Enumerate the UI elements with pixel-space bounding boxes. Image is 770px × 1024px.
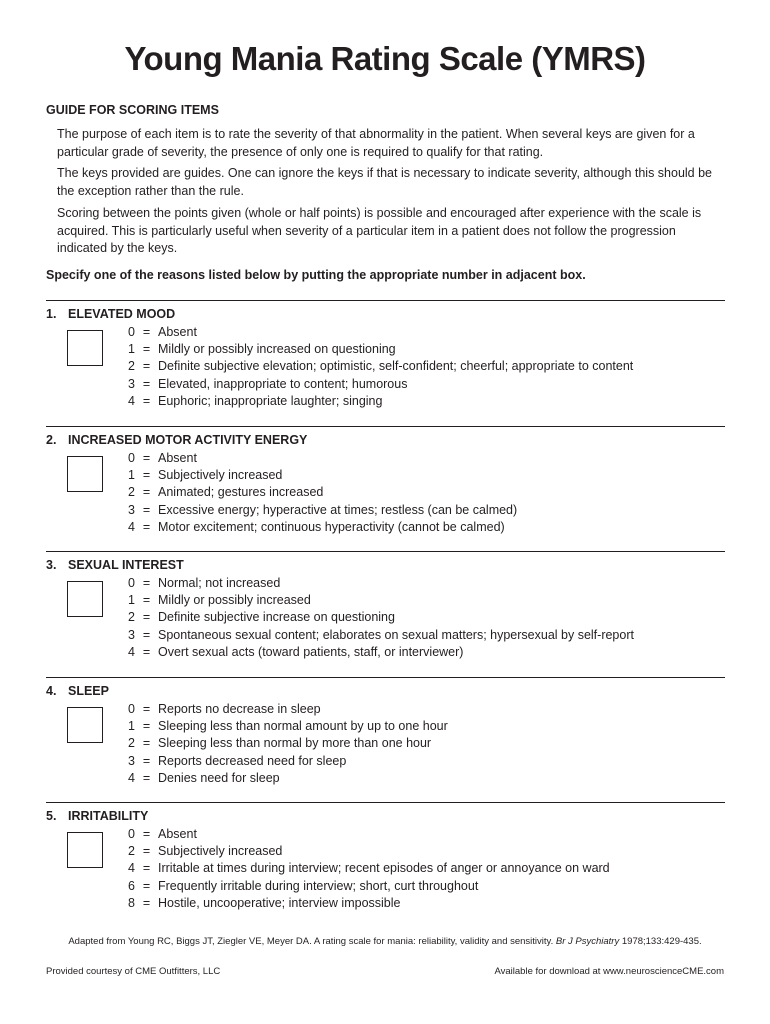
score-box-sleep[interactable] bbox=[67, 707, 103, 743]
option-text: Definite subjective increase on questioning bbox=[158, 610, 395, 625]
citation-journal: Br J Psychiatry bbox=[555, 936, 620, 947]
option-row: 0 = Absent bbox=[125, 450, 517, 467]
option-row: 4 = Overt sexual acts (toward patients, staff, or interviewer) bbox=[125, 644, 634, 661]
item-number: 3. bbox=[46, 558, 57, 572]
option-value: 2 bbox=[128, 485, 135, 500]
option-value: 3 bbox=[128, 376, 135, 391]
option-text: Elevated, inappropriate to content; humorous bbox=[158, 376, 408, 391]
option-text: Irritable at times during interview; recent episodes of anger or annoyance on ward bbox=[158, 861, 610, 876]
item-title-motor-activity bbox=[46, 433, 307, 447]
option-value: 3 bbox=[128, 502, 135, 517]
option-text: Reports no decrease in sleep bbox=[158, 702, 321, 716]
item-title-sexual-interest bbox=[46, 558, 184, 572]
guide-heading: GUIDE FOR SCORING ITEMS bbox=[46, 103, 219, 117]
item-number: 1. bbox=[46, 307, 57, 321]
option-row: 0 = Normal; not increased bbox=[125, 575, 634, 592]
option-text: Overt sexual acts (toward patients, staff, or interviewer) bbox=[158, 644, 464, 659]
option-value: 6 bbox=[128, 878, 135, 893]
option-value: 1 bbox=[128, 468, 135, 483]
option-text: Denies need for sleep bbox=[158, 770, 280, 785]
options-sleep bbox=[125, 701, 448, 787]
section-divider bbox=[46, 300, 725, 301]
option-text: Subjectively increased bbox=[158, 468, 283, 483]
option-row: 2 = Definite subjective elevation; optimistic, self-confident; cheerful; appropriate to content bbox=[125, 358, 633, 375]
section-divider bbox=[46, 426, 725, 427]
option-text: Normal; not increased bbox=[158, 576, 281, 590]
item-title-sleep bbox=[46, 684, 109, 698]
option-value: 2 bbox=[128, 736, 135, 751]
option-row: 6 = Frequently irritable during interview; short, curt throughout bbox=[125, 878, 610, 895]
option-text: Hostile, uncooperative; interview impossible bbox=[158, 895, 401, 910]
option-value: 1 bbox=[128, 342, 135, 357]
option-row: 1 = Sleeping less than normal amount by up to one hour bbox=[125, 718, 448, 735]
guide-paragraph-3: Scoring between the points given (whole or half points) is possible and encouraged after experience with the scale is acquired. This is particularly useful when severity of a particular item in a patient does not follow the progression indicated by the keys. bbox=[57, 206, 702, 255]
option-value: 0 bbox=[128, 576, 135, 590]
option-row: 0 = Absent bbox=[125, 324, 633, 341]
option-text: Subjectively increased bbox=[158, 844, 283, 859]
option-value: 8 bbox=[128, 895, 135, 910]
section-divider bbox=[46, 802, 725, 803]
option-row: 1 = Subjectively increased bbox=[125, 467, 517, 484]
citation-ref: 1978;133:429-435. bbox=[621, 936, 702, 947]
option-value: 4 bbox=[128, 519, 135, 534]
option-row: 3 = Elevated, inappropriate to content; humorous bbox=[125, 376, 633, 393]
option-row: 1 = Mildly or possibly increased on questioning bbox=[125, 341, 633, 358]
option-row: 4 = Motor excitement; continuous hyperactivity (cannot be calmed) bbox=[125, 519, 517, 536]
option-value: 3 bbox=[128, 753, 135, 768]
option-text: Absent bbox=[158, 451, 197, 465]
option-text: Sleeping less than normal by more than one hour bbox=[158, 736, 432, 751]
guide-paragraph-2: The keys provided are guides. One can ignore the keys if that is necessary to indicate severity, although this should be the exception rather than the rule. bbox=[57, 166, 712, 198]
option-row: 3 = Excessive energy; hyperactive at times; restless (can be calmed) bbox=[125, 502, 517, 519]
option-text: Excessive energy; hyperactive at times; restless (can be calmed) bbox=[158, 502, 518, 517]
section-divider bbox=[46, 551, 725, 552]
option-row: 4 = Euphoric; inappropriate laughter; singing bbox=[125, 393, 633, 410]
options-elevated-mood bbox=[125, 324, 633, 410]
instruction-text: Specify one of the reasons listed below by putting the appropriate number in adjacent box. bbox=[46, 268, 586, 282]
item-name: INCREASED MOTOR ACTIVITY ENERGY bbox=[68, 433, 308, 447]
option-value: 2 bbox=[128, 610, 135, 625]
option-value: 3 bbox=[128, 627, 135, 642]
option-value: 0 bbox=[128, 325, 135, 339]
score-box-sexual-interest[interactable] bbox=[67, 581, 103, 617]
option-text: Mildly or possibly increased bbox=[158, 593, 311, 608]
score-box-elevated-mood[interactable] bbox=[67, 330, 103, 366]
item-name: ELEVATED MOOD bbox=[68, 307, 176, 321]
option-row: 4 = Irritable at times during interview; recent episodes of anger or annoyance on ward bbox=[125, 860, 610, 877]
option-value: 0 bbox=[128, 451, 135, 465]
score-box-motor-activity[interactable] bbox=[67, 456, 103, 492]
option-value: 2 bbox=[128, 844, 135, 859]
options-motor-activity bbox=[125, 450, 517, 536]
footer-courtesy: Provided courtesy of CME Outfitters, LLC bbox=[46, 966, 221, 977]
option-row: 2 = Subjectively increased bbox=[125, 843, 610, 860]
item-name: SLEEP bbox=[68, 684, 109, 698]
item-name: IRRITABILITY bbox=[68, 809, 149, 823]
option-value: 0 bbox=[128, 827, 135, 841]
options-irritability bbox=[125, 826, 610, 912]
item-title-elevated-mood bbox=[46, 307, 175, 321]
option-value: 1 bbox=[128, 719, 135, 734]
guide-paragraph-1: The purpose of each item is to rate the severity of that abnormality in the patient. When several keys are given for a particular grade of severity, the presence of only one is required to qualify for that rating. bbox=[57, 127, 695, 159]
citation-text: Adapted from Young RC, Biggs JT, Ziegler VE, Meyer DA. A rating scale for mania: reliability, validity and sensitivity. bbox=[68, 936, 554, 947]
options-sexual-interest bbox=[125, 575, 634, 661]
option-text: Absent bbox=[158, 325, 197, 339]
option-text: Definite subjective elevation; optimistic, self-confident; cheerful; appropriate to content bbox=[158, 359, 634, 374]
item-name: SEXUAL INTEREST bbox=[68, 558, 184, 572]
option-row: 3 = Spontaneous sexual content; elaborates on sexual matters; hypersexual by self-report bbox=[125, 627, 634, 644]
option-value: 4 bbox=[128, 861, 135, 876]
option-value: 2 bbox=[128, 359, 135, 374]
option-text: Spontaneous sexual content; elaborates on sexual matters; hypersexual by self-report bbox=[158, 627, 634, 642]
item-number: 5. bbox=[46, 809, 57, 823]
option-row: 3 = Reports decreased need for sleep bbox=[125, 753, 448, 770]
item-number: 2. bbox=[46, 433, 57, 447]
option-text: Euphoric; inappropriate laughter; singing bbox=[158, 393, 383, 408]
option-value: 1 bbox=[128, 593, 135, 608]
option-text: Absent bbox=[158, 827, 197, 841]
option-text: Animated; gestures increased bbox=[158, 485, 324, 500]
page-title: Young Mania Rating Scale (YMRS) bbox=[124, 40, 646, 77]
option-row: 2 = Animated; gestures increased bbox=[125, 484, 517, 501]
option-row: 2 = Definite subjective increase on questioning bbox=[125, 609, 634, 626]
option-text: Frequently irritable during interview; short, curt throughout bbox=[158, 878, 479, 893]
section-divider bbox=[46, 677, 725, 678]
option-value: 4 bbox=[128, 770, 135, 785]
option-value: 0 bbox=[128, 702, 135, 716]
option-value: 4 bbox=[128, 393, 135, 408]
option-row: 8 = Hostile, uncooperative; interview impossible bbox=[125, 895, 610, 912]
option-row: 2 = Sleeping less than normal by more than one hour bbox=[125, 735, 448, 752]
option-text: Reports decreased need for sleep bbox=[158, 753, 347, 768]
item-number: 4. bbox=[46, 684, 57, 698]
citation bbox=[0, 936, 770, 947]
option-row: 0 = Absent bbox=[125, 826, 610, 843]
option-value: 4 bbox=[128, 644, 135, 659]
item-title-irritability bbox=[46, 809, 148, 823]
option-row: 0 = Reports no decrease in sleep bbox=[125, 701, 448, 718]
option-row: 1 = Mildly or possibly increased bbox=[125, 592, 634, 609]
score-box-irritability[interactable] bbox=[67, 832, 103, 868]
option-row: 4 = Denies need for sleep bbox=[125, 770, 448, 787]
option-text: Motor excitement; continuous hyperactivity (cannot be calmed) bbox=[158, 519, 505, 534]
footer-download: Available for download at www.neuroscienceCME.com bbox=[494, 966, 724, 977]
option-text: Sleeping less than normal amount by up to one hour bbox=[158, 719, 448, 734]
option-text: Mildly or possibly increased on questioning bbox=[158, 342, 396, 357]
